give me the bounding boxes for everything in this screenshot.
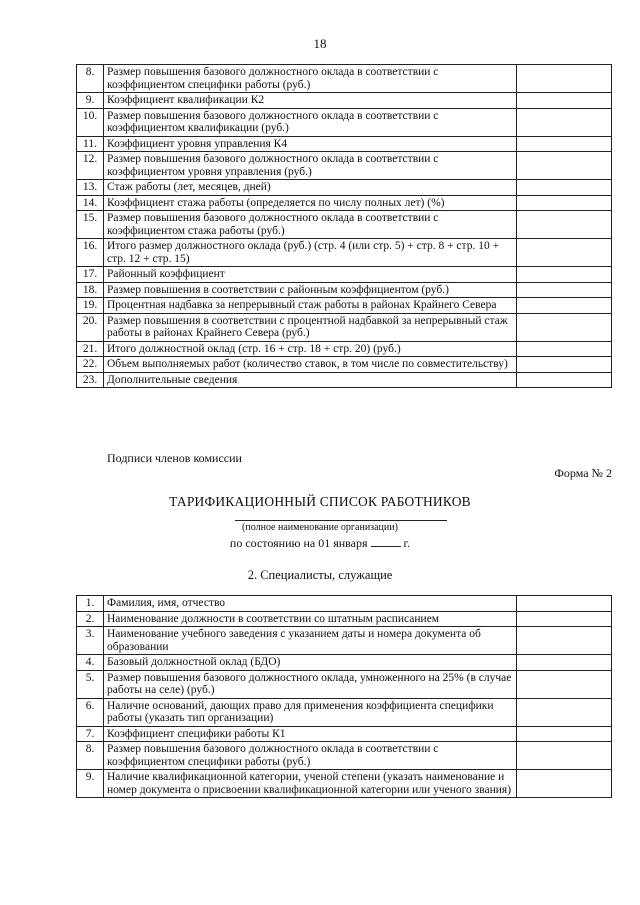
row-number: 6. [77, 698, 104, 726]
section-title: 2. Специалисты, служащие [247, 568, 393, 582]
table-row [77, 627, 612, 655]
row-description: Фамилия, имя, отчество [104, 596, 517, 612]
row-description: Наименование должности в соответствии со штатным расписанием [104, 611, 517, 627]
row-number: 17. [77, 267, 104, 283]
row-value-cell[interactable] [517, 298, 612, 314]
row-value-cell[interactable] [517, 596, 612, 612]
row-description: Объем выполняемых работ (количество ставок, в том числе по совместительству) [104, 357, 517, 373]
table-row [77, 611, 612, 627]
row-value-cell[interactable] [517, 282, 612, 298]
row-description: Процентная надбавка за непрерывный стаж работы в районах Крайнего Севера [104, 298, 517, 314]
row-number: 21. [77, 341, 104, 357]
table-row [77, 670, 612, 698]
row-number: 1. [77, 596, 104, 612]
as-of-date-line [0, 536, 640, 551]
row-value-cell[interactable] [517, 372, 612, 388]
row-value-cell[interactable] [517, 742, 612, 770]
row-description: Коэффициент специфики работы К1 [104, 726, 517, 742]
table-row [77, 298, 612, 314]
row-description: Размер повышения базового должностного оклада в соответствии с коэффициентом специфики работы (руб.) [104, 65, 517, 93]
table-row [77, 211, 612, 239]
row-number: 16. [77, 239, 104, 267]
row-number: 10. [77, 108, 104, 136]
table-row [77, 195, 612, 211]
row-value-cell[interactable] [517, 152, 612, 180]
row-number: 18. [77, 282, 104, 298]
row-value-cell[interactable] [517, 93, 612, 109]
form-title: ТАРИФИКАЦИОННЫЙ СПИСОК РАБОТНИКОВ [169, 494, 471, 509]
table-row [77, 180, 612, 196]
table-row [77, 108, 612, 136]
row-description: Коэффициент уровня управления К4 [104, 136, 517, 152]
table-row [77, 136, 612, 152]
row-value-cell[interactable] [517, 267, 612, 283]
table-row [77, 596, 612, 612]
row-number: 8. [77, 742, 104, 770]
row-description: Базовый должностной оклад (БДО) [104, 655, 517, 671]
row-description: Наличие квалификационной категории, ученой степени (указать наименование и номер документа о присвоении квалификационной категории или ученого звания) [104, 770, 517, 798]
row-value-cell[interactable] [517, 180, 612, 196]
row-description: Размер повышения в соответствии с процентной надбавкой за непрерывный стаж работы в районах Крайнего Севера (руб.) [104, 313, 517, 341]
row-value-cell[interactable] [517, 357, 612, 373]
row-number: 8. [77, 65, 104, 93]
row-number: 13. [77, 180, 104, 196]
row-number: 4. [77, 655, 104, 671]
table-row [77, 313, 612, 341]
table-row [77, 742, 612, 770]
as-of-suffix: г. [403, 536, 411, 550]
row-description: Размер повышения базового должностного оклада в соответствии с коэффициентом квалификации (руб.) [104, 108, 517, 136]
row-description: Итого должностной оклад (стр. 16 + стр. 18 + стр. 20) (руб.) [104, 341, 517, 357]
row-value-cell[interactable] [517, 195, 612, 211]
row-value-cell[interactable] [517, 341, 612, 357]
row-description: Размер повышения базового должностного оклада в соответствии с коэффициентом стажа работы (руб.) [104, 211, 517, 239]
row-value-cell[interactable] [517, 770, 612, 798]
row-number: 3. [77, 627, 104, 655]
table-row [77, 372, 612, 388]
tariff-table-continued [76, 64, 612, 388]
row-value-cell[interactable] [517, 211, 612, 239]
row-number: 22. [77, 357, 104, 373]
row-value-cell[interactable] [517, 65, 612, 93]
row-number: 9. [77, 93, 104, 109]
row-value-cell[interactable] [517, 108, 612, 136]
as-of-prefix: по состоянию на 01 января [229, 536, 368, 550]
row-value-cell[interactable] [517, 655, 612, 671]
table-row [77, 655, 612, 671]
row-number: 15. [77, 211, 104, 239]
row-value-cell[interactable] [517, 313, 612, 341]
table-row [77, 267, 612, 283]
specialists-table [76, 595, 612, 798]
row-number: 19. [77, 298, 104, 314]
table-row [77, 282, 612, 298]
row-number: 12. [77, 152, 104, 180]
row-description: Стаж работы (лет, месяцев, дней) [104, 180, 517, 196]
row-description: Итого размер должностного оклада (руб.) (стр. 4 (или стр. 5) + стр. 8 + стр. 10 + стр. 12 + стр. 15) [104, 239, 517, 267]
row-value-cell[interactable] [517, 136, 612, 152]
table-row [77, 93, 612, 109]
organization-name-caption: (полное наименование организации) [242, 522, 398, 533]
row-number: 20. [77, 313, 104, 341]
row-description: Размер повышения базового должностного оклада в соответствии с коэффициентом уровня управления (руб.) [104, 152, 517, 180]
row-description: Наличие оснований, дающих право для применения коэффициента специфики работы (указать тип организации) [104, 698, 517, 726]
row-value-cell[interactable] [517, 670, 612, 698]
row-number: 11. [77, 136, 104, 152]
table-row [77, 357, 612, 373]
row-value-cell[interactable] [517, 726, 612, 742]
form-number-label: Форма № 2 [554, 466, 612, 480]
row-description: Размер повышения в соответствии с районным коэффициентом (руб.) [104, 282, 517, 298]
row-number: 14. [77, 195, 104, 211]
row-description: Районный коэффициент [104, 267, 517, 283]
row-number: 5. [77, 670, 104, 698]
row-description: Коэффициент стажа работы (определяется по числу полных лет) (%) [104, 195, 517, 211]
row-number: 9. [77, 770, 104, 798]
organization-name-line [235, 520, 447, 521]
year-blank [371, 536, 401, 547]
table-row [77, 698, 612, 726]
row-description: Коэффициент квалификации К2 [104, 93, 517, 109]
table-row [77, 770, 612, 798]
row-description: Наименование учебного заведения с указанием даты и номера документа об образовании [104, 627, 517, 655]
row-value-cell[interactable] [517, 627, 612, 655]
table-row [77, 341, 612, 357]
row-description: Размер повышения базового должностного оклада, умноженного на 25% (в случае работы на селе) (руб.) [104, 670, 517, 698]
row-description: Размер повышения базового должностного оклада в соответствии с коэффициентом специфики работы (руб.) [104, 742, 517, 770]
table-row [77, 239, 612, 267]
table-row [77, 65, 612, 93]
table-row [77, 726, 612, 742]
row-number: 7. [77, 726, 104, 742]
table-row [77, 152, 612, 180]
row-value-cell[interactable] [517, 611, 612, 627]
row-value-cell[interactable] [517, 239, 612, 267]
row-value-cell[interactable] [517, 698, 612, 726]
commission-signatures-label: Подписи членов комиссии [107, 451, 242, 465]
row-description: Дополнительные сведения [104, 372, 517, 388]
row-number: 2. [77, 611, 104, 627]
page-number: 18 [313, 36, 327, 51]
row-number: 23. [77, 372, 104, 388]
